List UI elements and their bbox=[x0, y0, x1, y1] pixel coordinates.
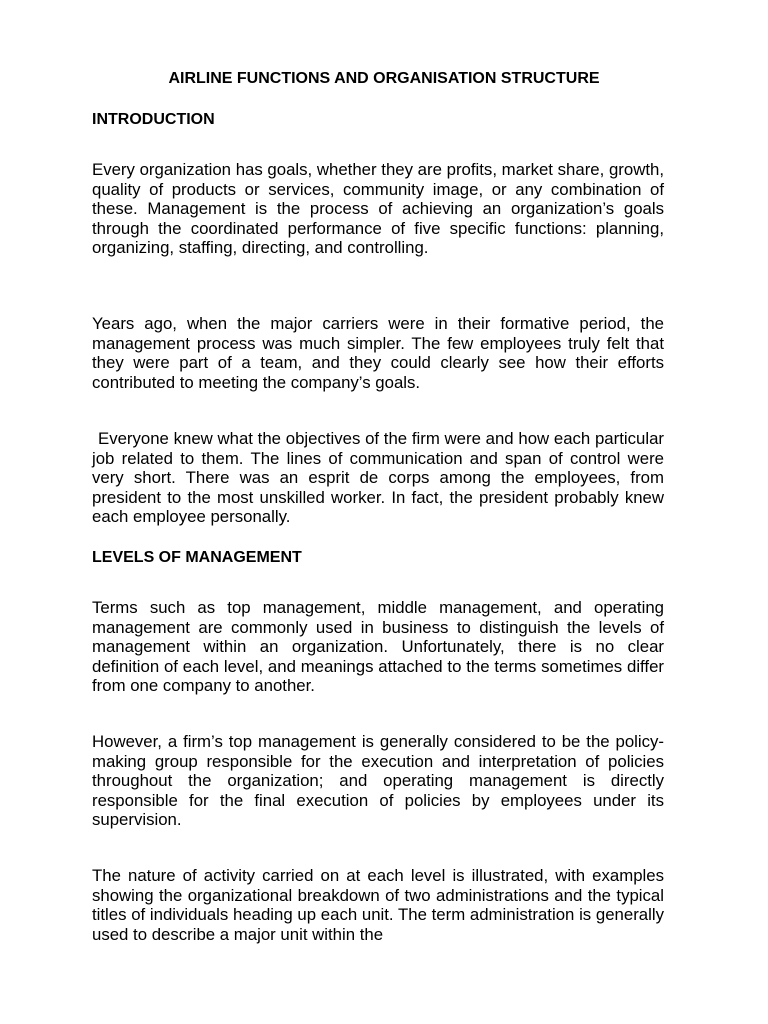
paragraph-levels-3: The nature of activity carried on at each level is illustrated, with examples showing the organizational breakdown of two administrations and the typical titles of individuals heading up each unit. The term administration is generally used to describe a major unit within the bbox=[92, 866, 664, 944]
section-heading-levels-of-management: LEVELS OF MANAGEMENT bbox=[92, 549, 302, 566]
paragraph-intro-1: Every organization has goals, whether they are profits, market share, growth, quality of products or services, community image, or any combination of these. Management is the process of achieving an organization’s goals through the coordinated performance of five specific functions: planning, organizing, staffing, directing, and controlling. bbox=[92, 160, 664, 258]
paragraph-levels-1: Terms such as top management, middle management, and operating management are commonly used in business to distinguish the levels of management within an organization. Unfortunately, there is no clear definition of each level, and meanings attached to the terms sometimes differ from one company to another. bbox=[92, 598, 664, 696]
paragraph-levels-2: However, a firm’s top management is generally considered to be the policy-making group responsible for the execution and interpretation of policies throughout the organization; and operating management is directly responsible for the final execution of policies by employees under its supervision. bbox=[92, 732, 664, 830]
section-heading-introduction: INTRODUCTION bbox=[92, 111, 215, 128]
paragraph-intro-2: Years ago, when the major carriers were in their formative period, the management process was much simpler. The few employees truly felt that they were part of a team, and they could clearly see how their efforts contributed to meeting the company’s goals. bbox=[92, 314, 664, 392]
document-title: AIRLINE FUNCTIONS AND ORGANISATION STRUCTURE bbox=[168, 70, 600, 87]
paragraph-intro-3: Everyone knew what the objectives of the firm were and how each particular job related to them. The lines of communication and span of control were very short. There was an esprit de corps among the employees, from president to the most unskilled worker. In fact, the president probably knew each employee personally. bbox=[92, 429, 664, 527]
